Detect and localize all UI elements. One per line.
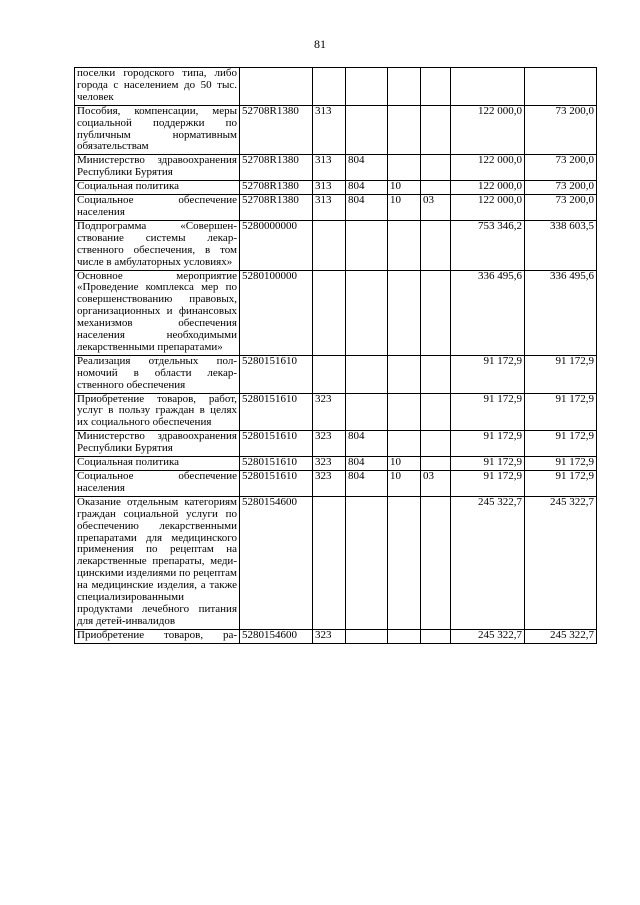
cell-target-article: 5280151610 <box>240 355 313 393</box>
cell-expense-type <box>313 496 346 629</box>
cell-budget-manager <box>346 105 388 155</box>
cell-target-article: 52708R1380 <box>240 105 313 155</box>
cell-subsection: 03 <box>421 471 451 497</box>
table-row <box>75 496 597 629</box>
cell-amount-1: 91 172,9 <box>451 471 525 497</box>
cell-budget-manager <box>346 68 388 106</box>
cell-target-article: 52708R1380 <box>240 155 313 181</box>
cell-expense-type: 323 <box>313 393 346 431</box>
page-number: 81 <box>314 37 326 51</box>
cell-name: Основное мероприятие «Проведение комплекса мер по совершенствованию правовых, организационных и финансовых механизмов обеспечения населения необходимыми лекарственными препаратами» <box>75 270 240 355</box>
cell-section <box>388 393 421 431</box>
cell-name: Социальная политика <box>75 181 240 195</box>
cell-subsection <box>421 629 451 643</box>
cell-subsection <box>421 220 451 270</box>
cell-name: Оказание отдельным категориям граждан социальной услуги по обеспечению лекарственными препаратами для медицинского применения по рецептам на лекарственные препараты, медицинскими изделиями по рецептам на медицинские изделия, а также специализированными продуктами лечебного питания для детей-инвалидов <box>75 496 240 629</box>
cell-target-article <box>240 68 313 106</box>
cell-section <box>388 220 421 270</box>
table-row <box>75 68 597 106</box>
cell-target-article: 5280151610 <box>240 393 313 431</box>
cell-expense-type: 323 <box>313 629 346 643</box>
cell-budget-manager <box>346 629 388 643</box>
cell-target-article: 52708R1380 <box>240 195 313 221</box>
table-row <box>75 431 597 457</box>
cell-amount-2: 91 172,9 <box>525 393 597 431</box>
table-row <box>75 105 597 155</box>
cell-name: Министерство здравоохранения Республики Бурятия <box>75 431 240 457</box>
cell-subsection <box>421 355 451 393</box>
cell-subsection: 03 <box>421 195 451 221</box>
cell-amount-2 <box>525 68 597 106</box>
cell-amount-2: 338 603,5 <box>525 220 597 270</box>
cell-budget-manager: 804 <box>346 181 388 195</box>
cell-name: Пособия, компенсации, меры социальной поддержки по публичным нормативным обязательствам <box>75 105 240 155</box>
cell-section <box>388 496 421 629</box>
cell-amount-2: 245 322,7 <box>525 629 597 643</box>
cell-expense-type: 323 <box>313 471 346 497</box>
cell-name: Реализация отдельных полномочий в области лекарственного обеспечения <box>75 355 240 393</box>
budget-table <box>74 67 597 644</box>
cell-budget-manager <box>346 220 388 270</box>
table-row <box>75 457 597 471</box>
cell-budget-manager <box>346 393 388 431</box>
cell-target-article: 5280151610 <box>240 431 313 457</box>
cell-section <box>388 68 421 106</box>
cell-amount-2: 91 172,9 <box>525 355 597 393</box>
cell-target-article: 5280154600 <box>240 629 313 643</box>
table-row <box>75 355 597 393</box>
cell-section <box>388 105 421 155</box>
cell-expense-type <box>313 270 346 355</box>
cell-amount-2: 73 200,0 <box>525 155 597 181</box>
cell-amount-1: 91 172,9 <box>451 393 525 431</box>
cell-subsection <box>421 105 451 155</box>
cell-budget-manager <box>346 496 388 629</box>
cell-target-article: 52708R1380 <box>240 181 313 195</box>
cell-amount-1 <box>451 68 525 106</box>
cell-expense-type: 313 <box>313 181 346 195</box>
cell-name: Подпрограмма «Совершенствование системы лекарственного обеспечения, в том числе в амбулаторных условиях» <box>75 220 240 270</box>
cell-name: Социальная политика <box>75 457 240 471</box>
cell-subsection <box>421 68 451 106</box>
cell-budget-manager <box>346 270 388 355</box>
cell-amount-2: 91 172,9 <box>525 431 597 457</box>
cell-target-article: 5280000000 <box>240 220 313 270</box>
cell-amount-2: 73 200,0 <box>525 105 597 155</box>
cell-budget-manager <box>346 355 388 393</box>
cell-target-article: 5280154600 <box>240 496 313 629</box>
cell-name: Социальное обеспечение населения <box>75 471 240 497</box>
cell-amount-1: 122 000,0 <box>451 195 525 221</box>
cell-amount-2: 91 172,9 <box>525 457 597 471</box>
cell-target-article: 5280151610 <box>240 457 313 471</box>
cell-budget-manager: 804 <box>346 195 388 221</box>
cell-amount-1: 753 346,2 <box>451 220 525 270</box>
cell-amount-2: 73 200,0 <box>525 181 597 195</box>
cell-subsection <box>421 270 451 355</box>
cell-section <box>388 155 421 181</box>
cell-section: 10 <box>388 181 421 195</box>
cell-expense-type <box>313 68 346 106</box>
cell-name: Приобретение товаров, ра- <box>75 629 240 643</box>
cell-expense-type: 323 <box>313 431 346 457</box>
cell-amount-1: 245 322,7 <box>451 496 525 629</box>
cell-amount-1: 122 000,0 <box>451 181 525 195</box>
cell-section: 10 <box>388 195 421 221</box>
table-row <box>75 181 597 195</box>
table-row <box>75 471 597 497</box>
cell-amount-1: 91 172,9 <box>451 355 525 393</box>
cell-expense-type: 323 <box>313 457 346 471</box>
cell-amount-1: 245 322,7 <box>451 629 525 643</box>
cell-expense-type <box>313 355 346 393</box>
cell-subsection <box>421 457 451 471</box>
cell-target-article: 5280100000 <box>240 270 313 355</box>
cell-section <box>388 355 421 393</box>
cell-section <box>388 270 421 355</box>
cell-section <box>388 431 421 457</box>
cell-subsection <box>421 181 451 195</box>
table-row <box>75 155 597 181</box>
cell-amount-1: 91 172,9 <box>451 431 525 457</box>
cell-amount-2: 73 200,0 <box>525 195 597 221</box>
cell-amount-1: 336 495,6 <box>451 270 525 355</box>
cell-amount-1: 122 000,0 <box>451 105 525 155</box>
cell-name: Приобретение товаров, работ, услуг в пользу граждан в целях их социального обеспечения <box>75 393 240 431</box>
cell-amount-2: 245 322,7 <box>525 496 597 629</box>
cell-budget-manager: 804 <box>346 431 388 457</box>
cell-section: 10 <box>388 471 421 497</box>
cell-name: Министерство здравоохранения Республики Бурятия <box>75 155 240 181</box>
cell-name: Социальное обеспечение населения <box>75 195 240 221</box>
cell-name: поселки городского типа, либо города с населением до 50 тыс. человек <box>75 68 240 106</box>
cell-subsection <box>421 155 451 181</box>
cell-amount-2: 336 495,6 <box>525 270 597 355</box>
cell-subsection <box>421 431 451 457</box>
table-body <box>75 68 597 644</box>
cell-subsection <box>421 393 451 431</box>
table-row <box>75 393 597 431</box>
cell-expense-type <box>313 220 346 270</box>
cell-budget-manager: 804 <box>346 457 388 471</box>
cell-expense-type: 313 <box>313 155 346 181</box>
cell-subsection <box>421 496 451 629</box>
table-row <box>75 270 597 355</box>
cell-budget-manager: 804 <box>346 155 388 181</box>
cell-section: 10 <box>388 457 421 471</box>
cell-amount-2: 91 172,9 <box>525 471 597 497</box>
cell-amount-1: 91 172,9 <box>451 457 525 471</box>
cell-expense-type: 313 <box>313 105 346 155</box>
cell-target-article: 5280151610 <box>240 471 313 497</box>
table-row <box>75 195 597 221</box>
table-row <box>75 220 597 270</box>
cell-amount-1: 122 000,0 <box>451 155 525 181</box>
table-row <box>75 629 597 643</box>
cell-section <box>388 629 421 643</box>
cell-expense-type: 313 <box>313 195 346 221</box>
cell-budget-manager: 804 <box>346 471 388 497</box>
